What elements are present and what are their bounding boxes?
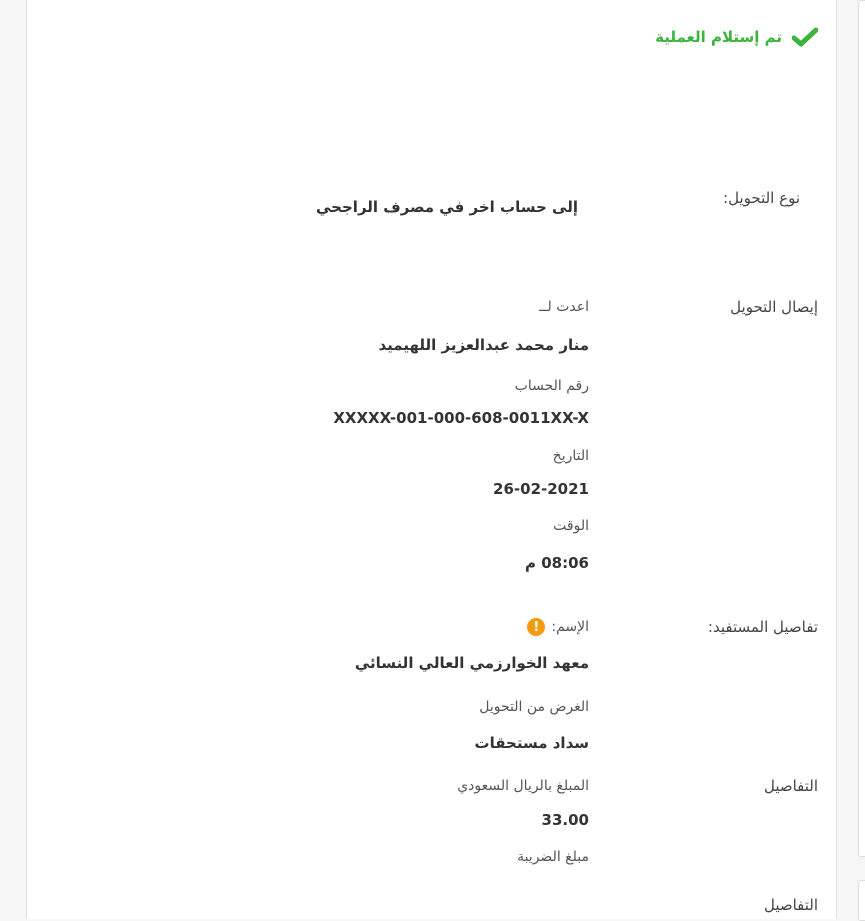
date-label: التاريخ [552, 448, 589, 464]
operation-status [655, 27, 818, 47]
details-label-bottom: التفاصيل [763, 896, 818, 914]
beneficiary-name-value: معهد الخوارزمي العالي النسائي [354, 654, 589, 672]
time-label: الوقت [553, 518, 589, 534]
date-value: 26-02-2021 [493, 480, 589, 498]
transfer-type-value: إلى حساب اخر في مصرف الراجحي [316, 198, 578, 216]
beneficiary-label: تفاصيل المستفيد: [707, 618, 818, 636]
details-label: التفاصيل [763, 777, 818, 795]
side-scroll-edge [858, 0, 865, 857]
time-value: 08:06 م [525, 554, 589, 572]
side-scroll-edge-bottom [858, 880, 865, 921]
prepared-for-value: منار محمد عبدالعزيز اللهيميد [378, 336, 589, 354]
amount-value: 33.00 [541, 811, 589, 829]
account-label: رقم الحساب [514, 378, 589, 394]
purpose-label: الغرض من التحويل [479, 699, 589, 715]
transfer-type-label: نوع التحويل: [723, 189, 800, 207]
prepared-for-label: اعدت لــ [539, 299, 589, 315]
purpose-value: سداد مستحقات [474, 734, 589, 752]
account-number: XXXXX-001-000-608-0011XX-X [333, 409, 589, 427]
amount-label: المبلغ بالريال السعودي [457, 778, 589, 794]
check-icon [792, 27, 818, 47]
warning-icon[interactable]: ! [527, 618, 545, 636]
status-text: تم إستلام العملية [655, 28, 782, 46]
tax-label: مبلغ الضريبة [517, 849, 589, 865]
receipt-panel [26, 0, 837, 919]
beneficiary-name-row [527, 618, 589, 636]
receipt-label: إيصال التحويل [730, 298, 818, 316]
beneficiary-name-label: الإسم: [551, 619, 589, 635]
